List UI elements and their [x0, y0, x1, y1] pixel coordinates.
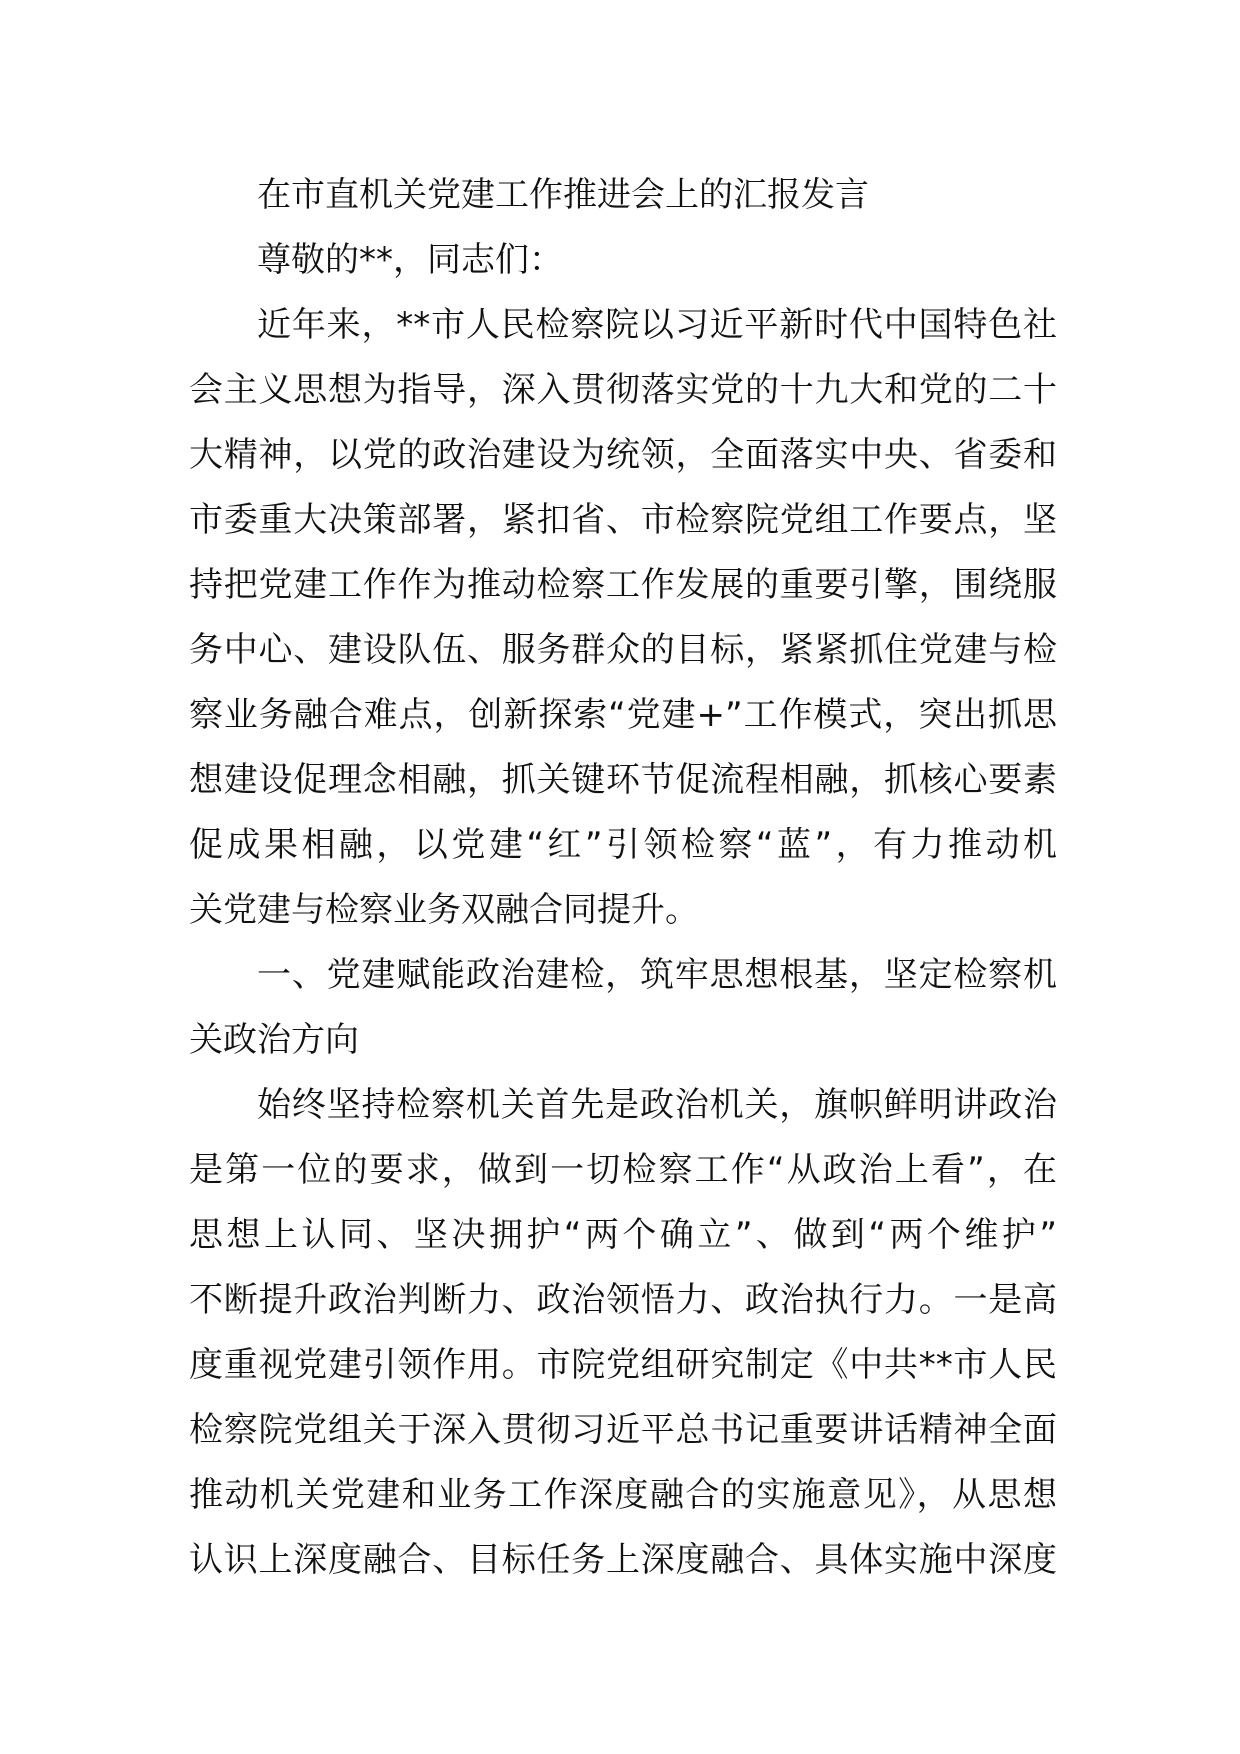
paragraph-line: 促成果相融，以党建“红”引领检察“蓝”，有力推动机	[189, 825, 1057, 865]
paragraph-line: 大精神，以党的政治建设为统领，全面落实中央、省委和	[189, 435, 1057, 475]
paragraph-line: 关党建与检察业务双融合同提升。	[189, 890, 699, 930]
paragraph-line: 不断提升政治判断力、政治领悟力、政治执行力。一是高	[189, 1280, 1057, 1320]
heading-line: 关政治方向	[189, 1020, 359, 1060]
paragraph-line: 市委重大决策部署，紧扣省、市检察院党组工作要点，坚	[189, 500, 1057, 540]
paragraph-line: 认识上深度融合、目标任务上深度融合、具体实施中深度	[189, 1540, 1057, 1580]
paragraph-line: 察业务融合难点，创新探索“党建+”工作模式，突出抓思	[189, 695, 1057, 735]
paragraph-line: 始终坚持检察机关首先是政治机关，旗帜鲜明讲政治	[257, 1085, 1057, 1125]
paragraph-line: 近年来，**市人民检察院以习近平新时代中国特色社	[257, 305, 1057, 345]
document-body	[189, 163, 1057, 1593]
paragraph-intro	[189, 293, 1057, 943]
paragraph-line: 想建设促理念相融，抓关键环节促流程相融，抓核心要素	[189, 760, 1057, 800]
document-title: 在市直机关党建工作推进会上的汇报发言	[257, 175, 869, 215]
paragraph-line: 会主义思想为指导，深入贯彻落实党的十九大和党的二十	[189, 370, 1057, 410]
paragraph-line: 思想上认同、坚决拥护“两个确立”、做到“两个维护”	[189, 1215, 1057, 1255]
paragraph-line: 检察院党组关于深入贯彻习近平总书记重要讲话精神全面	[189, 1410, 1057, 1450]
paragraph-line: 是第一位的要求，做到一切检察工作“从政治上看”，在	[189, 1150, 1057, 1190]
paragraph-line: 推动机关党建和业务工作深度融合的实施意见》，从思想	[189, 1475, 1057, 1515]
paragraph-line: 度重视党建引领作用。市院党组研究制定《中共**市人民	[189, 1345, 1057, 1385]
paragraph-line: 持把党建工作作为推动检察工作发展的重要引擎，围绕服	[189, 565, 1057, 605]
paragraph-line: 务中心、建设队伍、服务群众的目标，紧紧抓住党建与检	[189, 630, 1057, 670]
paragraph-section-1	[189, 1073, 1057, 1593]
section-heading-1	[189, 943, 1057, 1073]
salutation: 尊敬的**，同志们：	[257, 240, 563, 280]
heading-line: 一、党建赋能政治建检，筑牢思想根基，坚定检察机	[257, 955, 1057, 995]
